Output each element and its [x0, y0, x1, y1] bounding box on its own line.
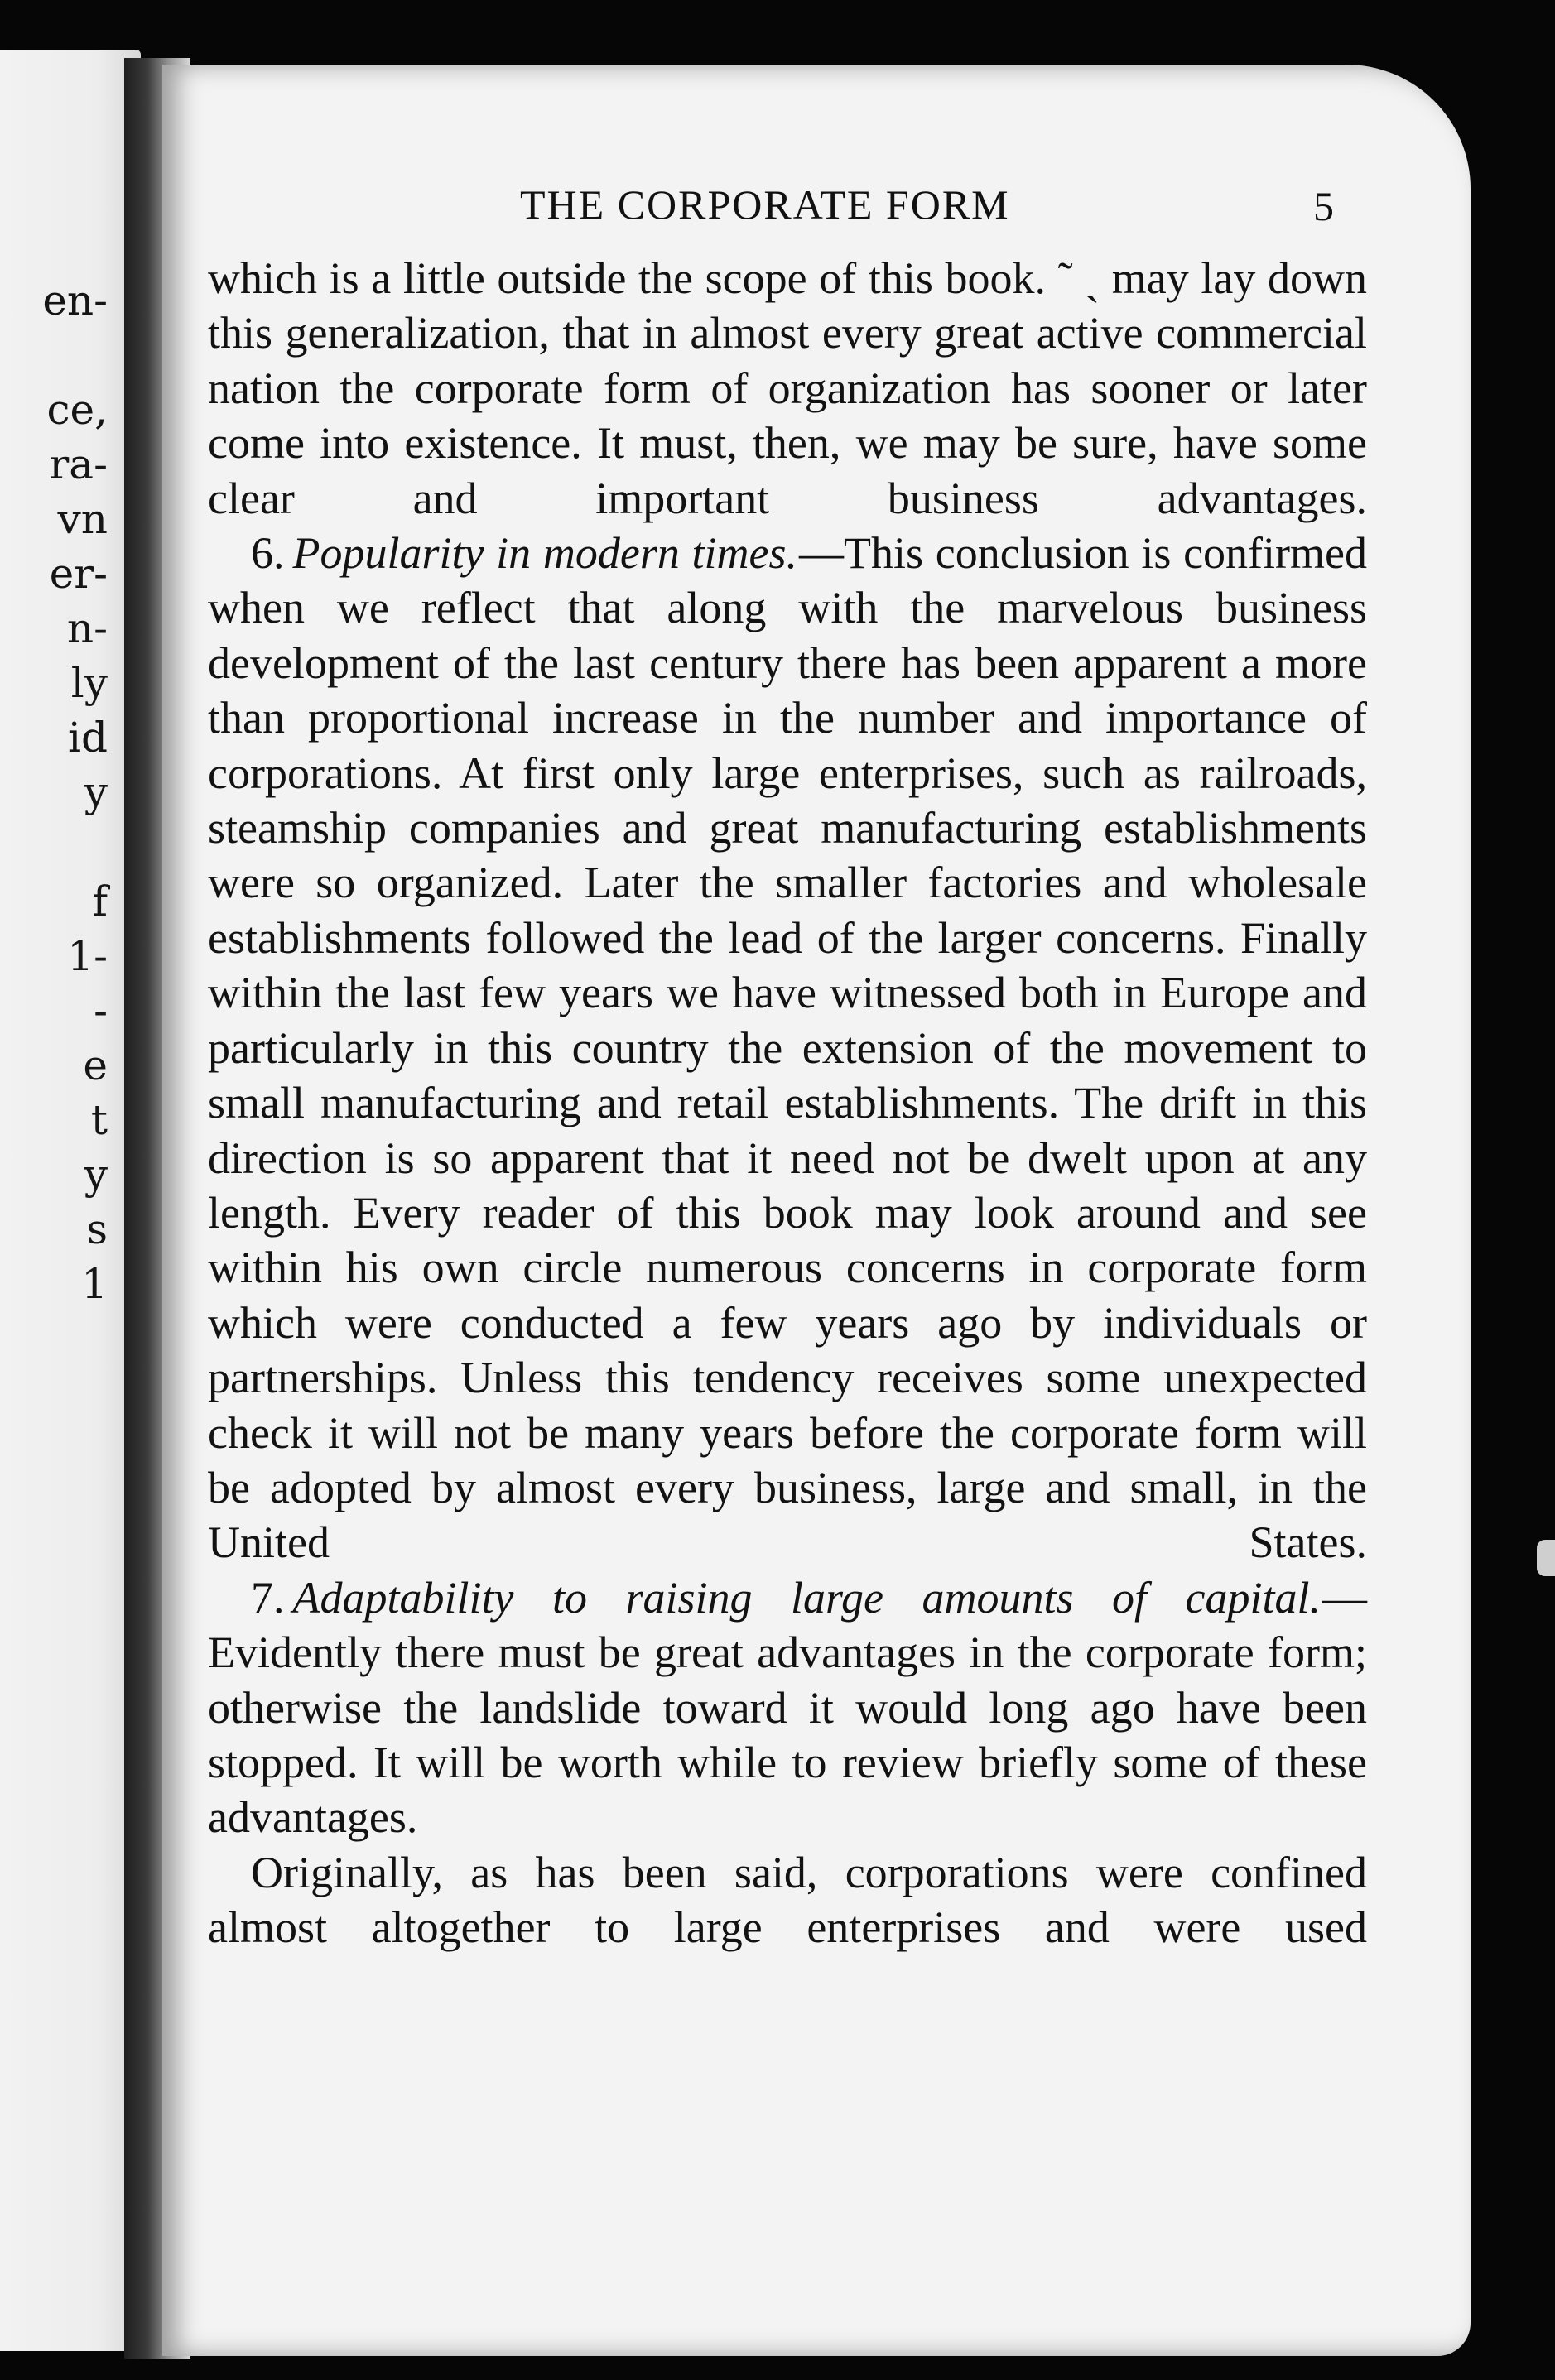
book-page — [162, 65, 1471, 2356]
previous-page-fragment: 1- — [67, 932, 108, 980]
body-text — [208, 251, 1367, 1955]
previous-page-fragment: s — [86, 1205, 108, 1253]
previous-page-fragment: n- — [66, 604, 108, 652]
previous-page-fragment: id — [68, 714, 108, 762]
section-7-number: 7. — [251, 1572, 285, 1623]
previous-page-fragments — [0, 273, 108, 1311]
previous-page-fragment: f — [92, 877, 108, 926]
paragraph-last: Originally, as has been said, corporations were confined almost altogether to large enterprises and were used — [208, 1847, 1367, 1953]
section-6-number: 6. — [251, 528, 285, 579]
section-7-heading: Adaptability to raising large amounts of capital. — [292, 1572, 1321, 1623]
previous-page-fragment: ra- — [49, 440, 108, 488]
running-head — [162, 180, 1471, 238]
running-title: THE CORPORATE FORM — [520, 181, 1010, 228]
previous-page-fragment: ly — [70, 659, 108, 707]
previous-page-edge — [0, 50, 141, 2351]
previous-page-fragment: t — [90, 1096, 108, 1144]
section-6-heading: Popularity in modern times. — [292, 528, 798, 579]
previous-page-fragment: y — [84, 1151, 108, 1199]
section-7-paragraph — [208, 1570, 1367, 1845]
previous-page-fragment: - — [94, 987, 108, 1035]
previous-page-fragment — [0, 328, 108, 382]
previous-page-fragment — [0, 820, 108, 874]
previous-page-fragment: er- — [49, 550, 108, 598]
section-6-text: —This conclusion is confirmed when we reflect that along with the marvelous business development of the last century there has been apparent a more than proportional increase in the number and importance of corporations. At first only large enterprises, such as railroads, steamship companies and great manufacturing establishments were so organized. Later the smaller factories and wholesale establishments followed the lead of the larger concerns. Finally within the last few years we have witnessed both in Europe and particularly in this country the extension of the movement to small manufacturing and retail establishments. The drift in this direction is so apparent that it need not be dwelt upon at any length. Every reader of this book may look around and see within his own circle numerous concerns in corporate form which were conducted a few years ago by individuals or partnerships. Unless this tendency receives some unexpected check it will not be many years before the corporate form will be adopted by almost every business, large and small, in the United States. — [208, 528, 1367, 1568]
section-7-text: — Evidently there must be great advantages in the corporate form; otherwise the landslide toward it would long ago have been stopped. It will be worth while to review briefly some of these advantages. — [208, 1572, 1367, 1843]
previous-page-fragment: en- — [42, 276, 108, 325]
previous-page-fragment: vn — [57, 495, 108, 543]
previous-page-fragment: y — [84, 768, 108, 816]
next-page-edge — [1537, 1540, 1555, 1576]
page-number: 5 — [1313, 183, 1334, 229]
previous-page-fragment: e — [83, 1041, 108, 1089]
previous-page-fragment: 1 — [81, 1260, 108, 1308]
paragraph-1: which is a little outside the scope of this book. ˜ ˎ may lay down this generalization, that in almost every great active commercial nation the corporate form of organization has sooner or later come into existence. It must, then, we may be sure, have some clear and important business advantages. — [208, 253, 1367, 523]
previous-page-fragment: ce, — [46, 386, 108, 434]
section-6-paragraph — [208, 526, 1367, 1570]
